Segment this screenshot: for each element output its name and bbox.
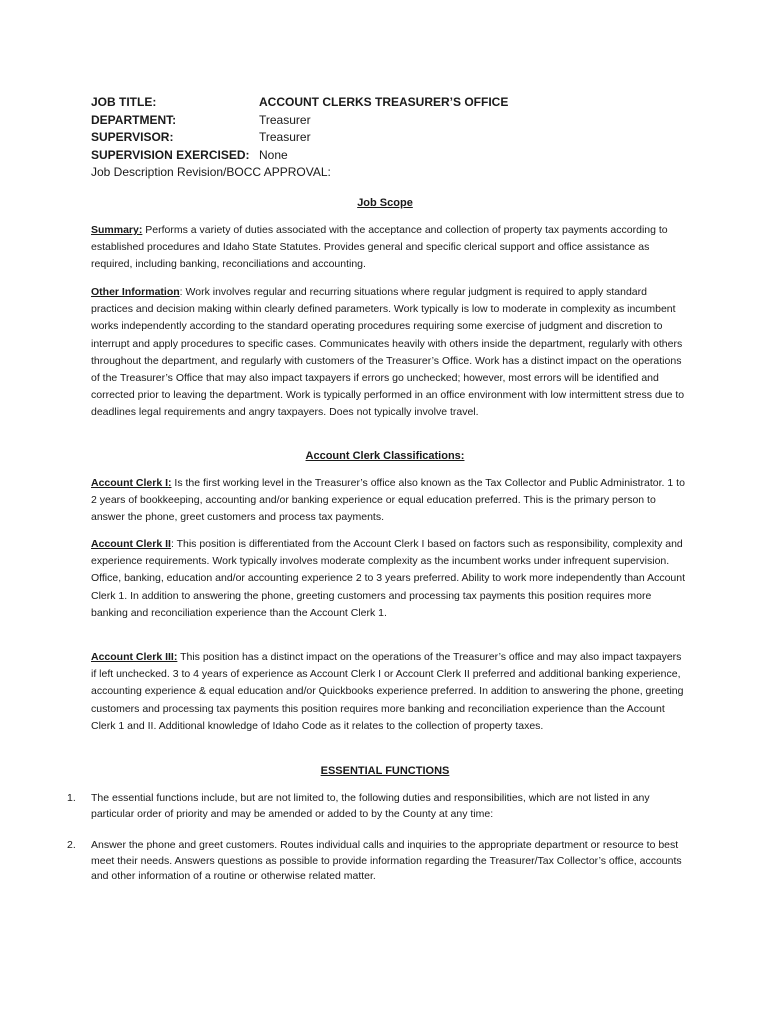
other-information-label: Other Information	[91, 286, 180, 298]
item-text: The essential functions include, but are not limited to, the following duties and responsibilities, which are not listed in any particular order of priority and may be amended or added to by the County at any time:	[91, 792, 650, 820]
supervisor-label: SUPERVISOR:	[91, 130, 174, 144]
summary-paragraph	[91, 222, 685, 274]
account-clerk-1-label: Account Clerk I:	[91, 477, 172, 489]
other-information-paragraph	[91, 284, 685, 422]
classifications-heading: Account Clerk Classifications:	[305, 450, 465, 462]
supervisor-value: Treasurer	[259, 130, 311, 144]
account-clerk-3-label: Account Clerk III:	[91, 651, 178, 663]
supervision-row	[91, 147, 508, 165]
job-scope-heading: Job Scope	[357, 197, 413, 209]
essential-functions-heading: ESSENTIAL FUNCTIONS	[320, 765, 450, 777]
job-title-label: JOB TITLE:	[91, 95, 157, 109]
account-clerk-2-text: : This position is differentiated from the Account Clerk I based on factors such as responsibility, complexity and experience requirements. Work typically involves moderate complexity as the incumbent works under infrequent supervision. Office, banking, education and/or accounting experience 2 to 3 years preferred. Ability to work more independently than Account Clerk 1. In addition to answering the phone, greeting customers and processing tax payments this position requires more banking and reconciliation experience than the Account Clerk 1.	[91, 538, 686, 619]
other-information-text: : Work involves regular and recurring situations where regular judgment is required to apply standard practices and decision making within clearly defined parameters. Work typically is low to moderate in complexity as incumbent works independently according to the standard operating procedures requiring some exercise of judgment and discretion to interrupt and apply procedures to specific cases. Communicates heavily with others inside the department, regularly with others throughout the department, and regularly with customers of the Treasurer’s Office. Work has a distinct impact on the operations of the Treasurer’s Office that may also impact taxpayers if errors go unchecked; however, most errors will be identified and corrected prior to leaving the department. Work is typically performed in an office environment with low intermittent stress due to deadlines legal requirements and angry taxpayers. Does not typically involve travel.	[91, 286, 685, 419]
supervisor-row	[91, 129, 508, 147]
account-clerk-1-text: Is the first working level in the Treasurer’s office also known as the Tax Collector and Public Administrator. 1 to 2 years of bookkeeping, accounting and/or banking experience or equal education preferred. This is the primary person to answer the phone, greet customers and process tax payments.	[91, 477, 685, 524]
account-clerk-3-text: This position has a distinct impact on the operations of the Treasurer’s office and may also impact taxpayers if left unchecked. 3 to 4 years of experience as Account Clerk I or Account Clerk II preferred and additional banking experience, accounting experience & equal education and/or Quickbooks experience preferred. In addition to answering the phone, greeting customers and processing tax payments this position requires more banking and reconciliation experience than the Account Clerk 1 and II. Additional knowledge of Idaho Code as it relates to the collection of property taxes.	[91, 651, 684, 732]
job-title-value: ACCOUNT CLERKS TREASURER’S OFFICE	[259, 95, 509, 109]
account-clerk-2-paragraph	[91, 536, 685, 622]
account-clerk-3-paragraph	[91, 649, 685, 735]
job-header	[91, 94, 508, 182]
department-row	[91, 112, 508, 130]
item-number: 2.	[67, 839, 76, 851]
summary-text: Performs a variety of duties associated with the acceptance and collection of property tax payments according to established procedures and Idaho State Statutes. Provides general and specific clerical support and office assistance as required, including banking, reconciliations and accounting.	[91, 224, 668, 271]
account-clerk-1-paragraph	[91, 475, 685, 527]
essential-function-item	[67, 791, 685, 822]
department-label: DEPARTMENT:	[91, 112, 177, 127]
supervision-label: SUPERVISION EXERCISED:	[91, 147, 250, 162]
department-value: Treasurer	[259, 112, 311, 127]
essential-function-item	[67, 838, 685, 885]
job-title-row	[91, 94, 508, 112]
item-number: 1.	[67, 792, 76, 804]
account-clerk-2-label: Account Clerk II	[91, 538, 171, 550]
revision-line: Job Description Revision/BOCC APPROVAL:	[91, 165, 331, 179]
supervision-value: None	[259, 147, 288, 162]
summary-label: Summary:	[91, 224, 143, 236]
item-text: Answer the phone and greet customers. Routes individual calls and inquiries to the appropriate department or resource to best meet their needs. Answers questions as possible to provide information regarding the Treasurer/Tax Collector’s office, accounts and other information of a routine or otherwise related matter.	[91, 839, 682, 882]
